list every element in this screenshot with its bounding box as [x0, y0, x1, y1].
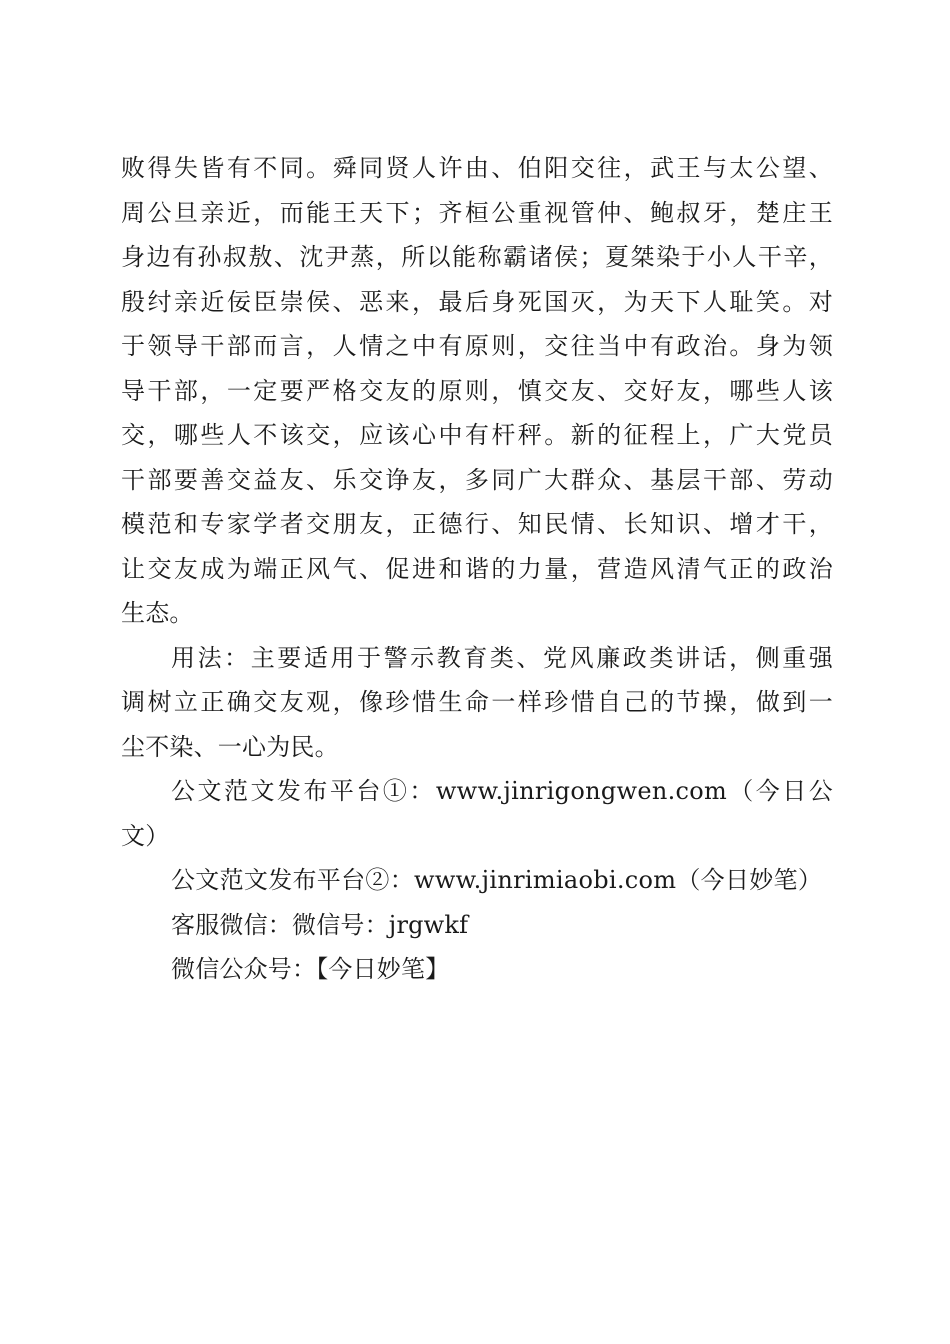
main-paragraph-line-9: 模范和专家学者交朋友，正德行、知民情、长知识、增才干，: [121, 510, 833, 538]
main-paragraph-line-8: 干部要善交益友、乐交诤友，多同广大群众、基层干部、劳动: [121, 465, 833, 494]
usage-paragraph-line-3: 尘不染、一心为民。: [121, 732, 339, 761]
main-paragraph-line-11: 生态。: [121, 599, 194, 627]
main-paragraph-line-4: 殷纣亲近佞臣崇侯、恶来，最后身死国灭，为天下人耻笑。对: [121, 287, 833, 316]
main-paragraph-line-2: 周公旦亲近，而能王天下；齐桓公重视管仲、鲍叔牙，楚庄王: [121, 198, 833, 227]
main-paragraph-line-3: 身边有孙叔敖、沈尹蒸，所以能称霸诸侯；夏桀染于小人干辛，: [121, 243, 833, 271]
main-paragraph-line-10: 让交友成为端正风气、促进和谐的力量，营造风清气正的政治: [121, 554, 833, 583]
main-paragraph-line-5: 于领导干部而言，人情之中有原则，交往当中有政治。身为领: [121, 332, 833, 360]
wechat-official-line: 微信公众号：【今日妙笔】: [171, 955, 450, 983]
document-body: [121, 146, 833, 992]
wechat-service-line: 客服微信：微信号：jrgwkf: [171, 910, 469, 939]
platform-one-line-2: 文）: [121, 821, 170, 850]
main-paragraph-line-6: 导干部，一定要严格交友的原则，慎交友、交好友，哪些人该: [121, 376, 833, 405]
platform-one-line-1: 公文范文发布平台①：www.jinrigongwen.com（今日公: [171, 777, 833, 805]
usage-paragraph-line-2: 调树立正确交友观，像珍惜生命一样珍惜自己的节操，做到一: [121, 688, 833, 716]
platform-two-line: 公文范文发布平台②：www.jinrimiaobi.com（今日妙笔）: [171, 866, 823, 894]
main-paragraph-line-7: 交，哪些人不该交，应该心中有杆秤。新的征程上，广大党员: [121, 421, 833, 449]
main-paragraph-line-1: 败得失皆有不同。舜同贤人许由、伯阳交往，武王与太公望、: [121, 154, 833, 182]
usage-paragraph-line-1: 用法：主要适用于警示教育类、党风廉政类讲话，侧重强: [171, 643, 833, 672]
